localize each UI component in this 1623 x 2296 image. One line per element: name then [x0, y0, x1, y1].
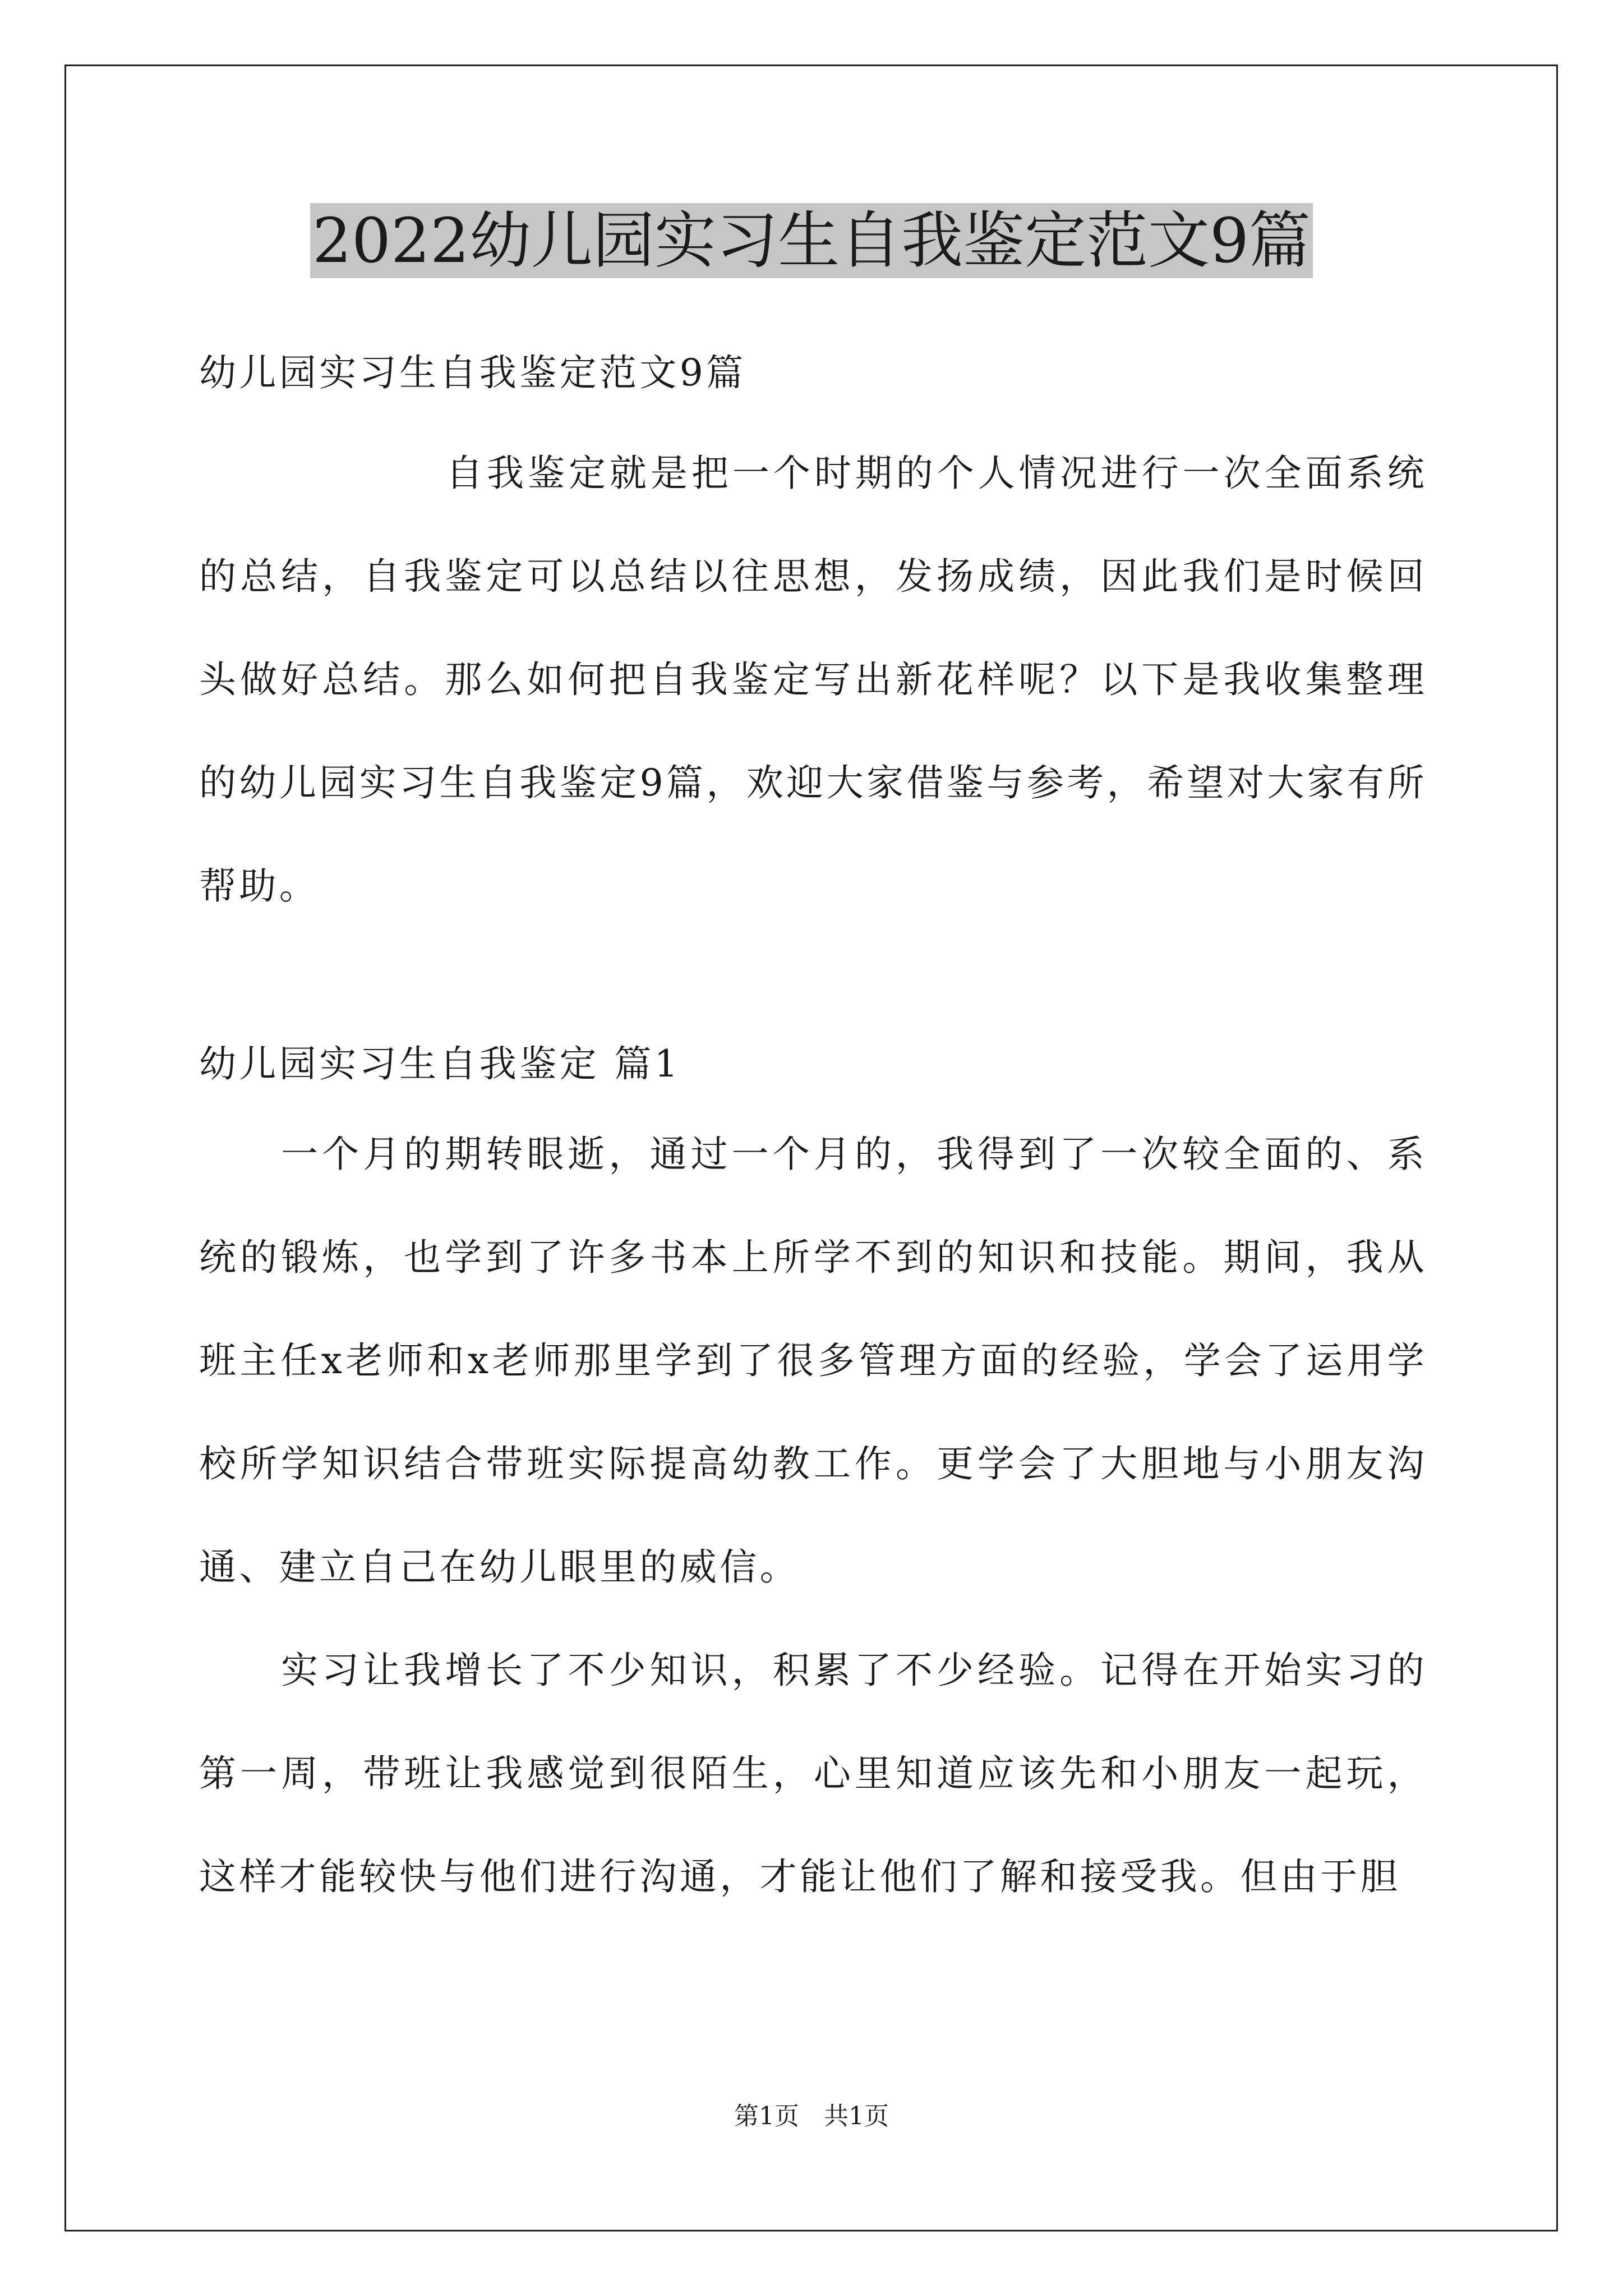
document-subtitle: 幼儿园实习生自我鉴定范文9篇 — [199, 351, 746, 394]
document-body — [199, 314, 1427, 1929]
title-area — [0, 203, 1623, 278]
body-paragraph: 一个月的期转眼逝，通过一个月的，我得到了一次较全面的、系统的锻炼，也学到了许多书本上所学不到的知识和技能。期间，我从班主任x老师和x老师那里学到了很多管理方面的经验，学会了运用学校所学知识结合带班实际提高幼教工作。更学会了大胆地与小朋友沟通、建立自己在幼儿眼里的威信。 — [199, 1133, 1427, 1589]
section-spacer — [199, 938, 1427, 1039]
intro-paragraph: 自我鉴定就是把一个时期的个人情况进行一次全面系统的总结，自我鉴定可以总结以往思想，发扬成绩，因此我们是时候回头做好总结。那么如何把自我鉴定写出新花样呢？以下是我收集整理的幼儿园实习生自我鉴定9篇，欢迎大家借鉴与参考，希望对大家有所帮助。 — [199, 452, 1427, 908]
body-paragraph: 实习让我增长了不少知识，积累了不少经验。记得在开始实习的第一周，带班让我感觉到很陌生，心里知道应该先和小朋友一起玩，这样才能较快与他们进行沟通，才能让他们了解和接受我。但由于胆 — [199, 1649, 1427, 1898]
section-heading: 幼儿园实习生自我鉴定 篇1 — [199, 1042, 681, 1085]
page-footer: 第1页 共1页 — [734, 2102, 889, 2131]
document-title: 2022幼儿园实习生自我鉴定范文9篇 — [310, 203, 1313, 278]
